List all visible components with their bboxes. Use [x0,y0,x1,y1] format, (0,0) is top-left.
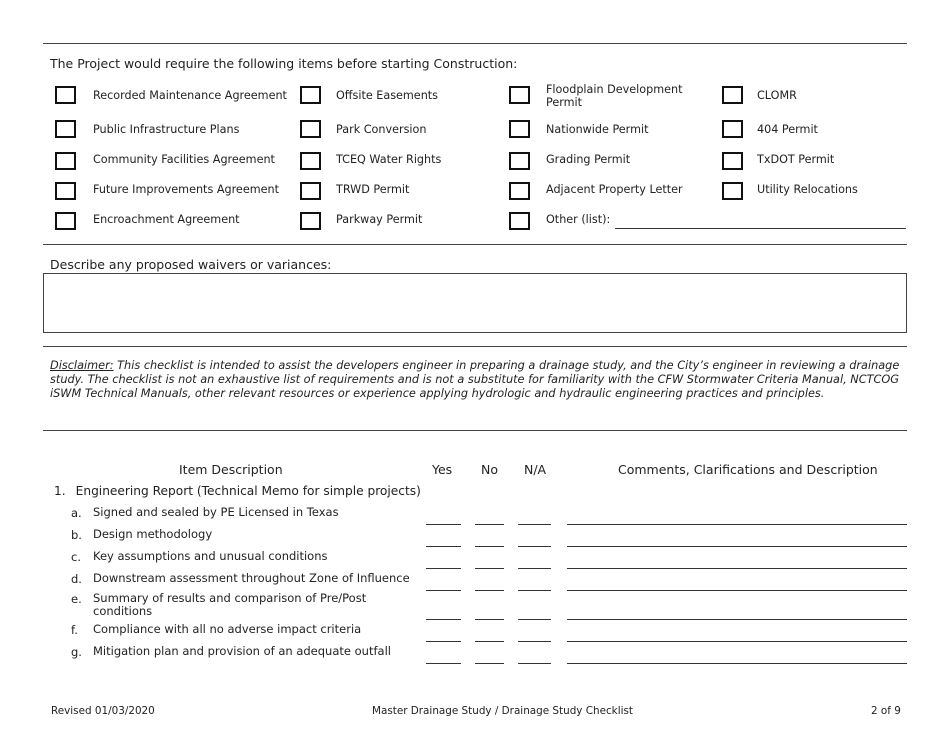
checkbox-label: Recorded Maintenance Agreement [93,89,287,102]
checkbox-label: Other (list): [546,213,611,226]
checkbox-nationwide-permit[interactable] [509,120,530,138]
checkbox-label: CLOMR [757,89,797,102]
na-field[interactable] [518,619,551,620]
comments-field[interactable] [567,641,907,642]
yes-field[interactable] [426,663,461,664]
yes-field[interactable] [426,568,461,569]
na-field[interactable] [518,546,551,547]
no-field[interactable] [475,524,504,525]
checkbox-utility-relocations[interactable] [722,182,743,200]
checkbox-label: TxDOT Permit [757,153,835,166]
yes-field[interactable] [426,641,461,642]
no-field[interactable] [475,568,504,569]
section-divider [43,430,907,431]
row-letter: g. [71,645,82,659]
comments-field[interactable] [567,663,907,664]
checkbox-adjacent-property-letter[interactable] [509,182,530,200]
checkbox-label: TRWD Permit [336,183,410,196]
yes-field[interactable] [426,524,461,525]
checkbox-label: Parkway Permit [336,213,423,226]
checkbox-community-facilities-agreement[interactable] [55,152,76,170]
waivers-label: Describe any proposed waivers or variances: [50,257,332,272]
requirements-intro: The Project would require the following items before starting Construction: [50,56,518,71]
checkbox-label: 404 Permit [757,123,818,136]
row-text: Design methodology [93,527,213,541]
checkbox-clomr[interactable] [722,86,743,104]
header-yes: Yes [432,462,453,477]
yes-field[interactable] [426,546,461,547]
no-field[interactable] [475,590,504,591]
footer-page-number: 2 of 9 [871,705,901,717]
checkbox-tceq-water-rights[interactable] [300,152,321,170]
top-divider [43,43,907,44]
header-item-description: Item Description [179,462,283,477]
comments-field[interactable] [567,568,907,569]
comments-field[interactable] [567,546,907,547]
row-letter: e. [71,592,82,606]
no-field[interactable] [475,619,504,620]
checkbox-offsite-easements[interactable] [300,86,321,104]
no-field[interactable] [475,546,504,547]
yes-field[interactable] [426,590,461,591]
row-letter: c. [71,550,81,564]
checkbox-label: Utility Relocations [757,183,858,196]
yes-field[interactable] [426,619,461,620]
checkbox-future-improvements-agreement[interactable] [55,182,76,200]
checkbox-other[interactable] [509,212,530,230]
footer-title: Master Drainage Study / Drainage Study Checklist [372,705,633,717]
na-field[interactable] [518,641,551,642]
na-field[interactable] [518,568,551,569]
no-field[interactable] [475,641,504,642]
checkbox-label: Community Facilities Agreement [93,153,275,166]
row-text: Downstream assessment throughout Zone of Influence [93,571,410,585]
comments-field[interactable] [567,524,907,525]
row-text: Compliance with all no adverse impact criteria [93,622,362,636]
row-text: Key assumptions and unusual conditions [93,549,328,563]
na-field[interactable] [518,590,551,591]
checkbox-label: Floodplain Development Permit [546,83,683,109]
checkbox-parkway-permit[interactable] [300,212,321,230]
row-letter: d. [71,572,82,586]
header-na: N/A [524,462,547,477]
checkbox-public-infrastructure-plans[interactable] [55,120,76,138]
section-title: Engineering Report (Technical Memo for simple projects) [75,484,421,498]
disclaimer-text: This checklist is intended to assist the developers engineer in preparing a drainage study, and the City’s engineer in reviewing a drainage study. The checklist is not an exhaustive list of requirements and is not a substitute for familiarity with the CFW Stormwater Criteria Manual, NCTCOG iSWM Technical Manuals, other relevant resources or experience applying hydrologic and hydraulic engineering practices and principles. [50,359,900,401]
row-letter: f. [71,623,78,637]
row-text: Signed and sealed by PE Licensed in Texas [93,505,339,519]
checkbox-label: Encroachment Agreement [93,213,240,226]
section-divider [43,346,907,347]
checkbox-label: TCEQ Water Rights [336,153,442,166]
checkbox-label: Offsite Easements [336,89,438,102]
checkbox-encroachment-agreement[interactable] [55,212,76,230]
section-number: 1. [54,484,66,498]
checkbox-label: Nationwide Permit [546,123,649,136]
row-text: Mitigation plan and provision of an adequate outfall [93,644,391,658]
na-field[interactable] [518,524,551,525]
checkbox-trwd-permit[interactable] [300,182,321,200]
row-letter: a. [71,506,82,520]
section-divider [43,244,907,245]
na-field[interactable] [518,663,551,664]
checkbox-label: Future Improvements Agreement [93,183,279,196]
disclaimer [50,359,900,402]
checkbox-label: Adjacent Property Letter [546,183,683,196]
section-heading [54,484,421,498]
checkbox-label: Public Infrastructure Plans [93,123,240,136]
no-field[interactable] [475,663,504,664]
footer-revised: Revised 01/03/2020 [51,705,155,717]
checkbox-floodplain-development-permit[interactable] [509,86,530,104]
disclaimer-label: Disclaimer: [50,359,114,372]
row-letter: b. [71,528,82,542]
checkbox-label: Park Conversion [336,123,427,136]
checkbox-404-permit[interactable] [722,120,743,138]
checkbox-recorded-maintenance-agreement[interactable] [55,86,76,104]
other-list-field[interactable] [615,228,906,229]
header-comments: Comments, Clarifications and Description [618,462,878,477]
checkbox-txdot-permit[interactable] [722,152,743,170]
checkbox-park-conversion[interactable] [300,120,321,138]
comments-field[interactable] [567,590,907,591]
checkbox-label: Grading Permit [546,153,631,166]
header-no: No [481,462,498,477]
comments-field[interactable] [567,619,907,620]
checkbox-grading-permit[interactable] [509,152,530,170]
waivers-textarea[interactable] [43,273,907,333]
row-text: Summary of results and comparison of Pre/Post conditions [93,591,367,618]
